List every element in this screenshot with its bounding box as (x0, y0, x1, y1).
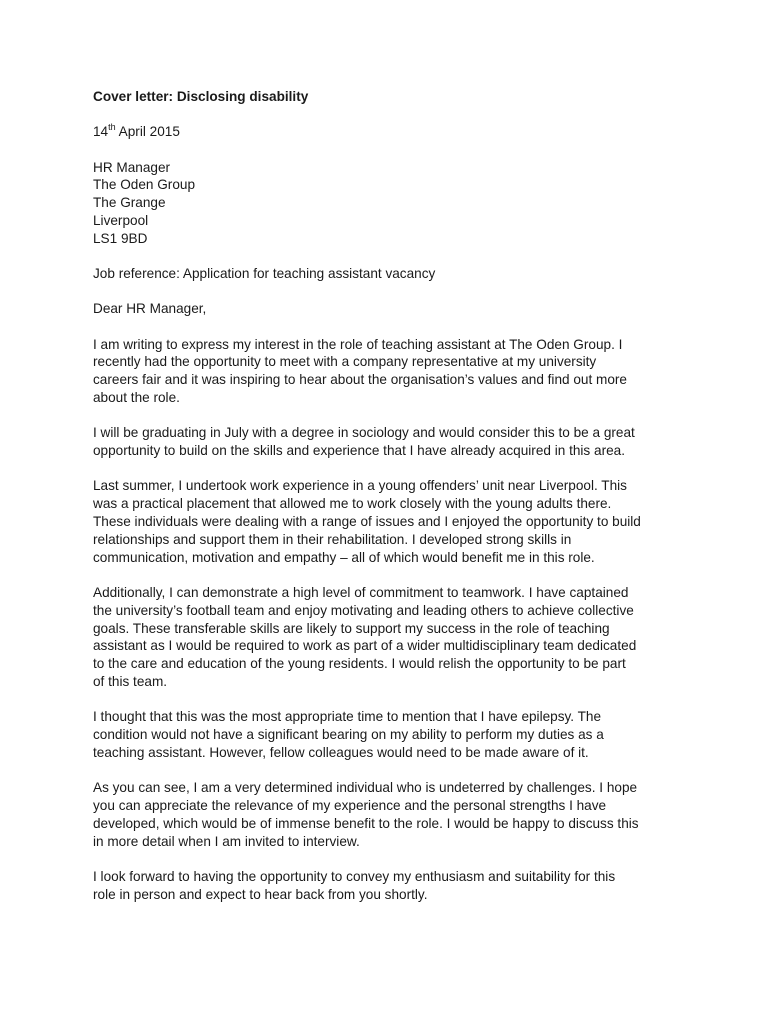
paragraph-closing (93, 868, 683, 904)
paragraph-line: careers fair and it was inspiring to hear about the organisation’s values and find out more (93, 372, 627, 388)
address-line-recipient: HR Manager (93, 159, 171, 175)
paragraph-line: As you can see, I am a very determined individual who is undeterred by challenges. I hope (93, 780, 638, 796)
salutation: Dear HR Manager, (93, 301, 207, 317)
paragraph-line: opportunity to build on the skills and experience that I have already acquired in this area. (93, 443, 625, 459)
paragraph-graduation (93, 424, 683, 460)
paragraph-line: you can appreciate the relevance of my experience and the personal strengths I have (93, 797, 607, 813)
paragraph-line: role in person and expect to hear back from you shortly. (93, 886, 428, 902)
date-suffix: th (108, 121, 116, 132)
address-line-building: The Grange (93, 195, 166, 211)
paragraph-interest (93, 336, 683, 407)
paragraph-line: I look forward to having the opportunity to convey my enthusiasm and suitability for this (93, 868, 616, 884)
paragraph-line: the university’s football team and enjoy motivating and leading others to achieve collective (93, 602, 634, 618)
address-line-city: Liverpool (93, 212, 149, 228)
paragraph-line: I will be graduating in July with a degree in sociology and would consider this to be a great (93, 425, 635, 441)
paragraph-line: These individuals were dealing with a range of issues and I enjoyed the opportunity to build (93, 514, 641, 530)
paragraph-line: in more detail when I am invited to interview. (93, 833, 360, 849)
paragraph-work-experience (93, 477, 683, 566)
paragraph-line: communication, motivation and empathy – all of which would benefit me in this role. (93, 549, 595, 565)
letter-title: Cover letter: Disclosing disability (93, 89, 309, 104)
paragraph-line: to the care and education of the young residents. I would relish the opportunity to be part (93, 656, 626, 672)
letter-date (93, 123, 683, 141)
address-line-postcode: LS1 9BD (93, 230, 148, 246)
paragraph-line: I thought that this was the most appropriate time to mention that I have epilepsy. The (93, 709, 602, 725)
paragraph-line: about the role. (93, 390, 180, 406)
date-day: 14 (93, 124, 109, 140)
letter-body (93, 88, 683, 921)
paragraph-line: of this team. (93, 673, 168, 689)
paragraph-line: developed, which would be of immense benefit to the role. I would be happy to discuss this (93, 815, 639, 831)
paragraph-line: relationships and support them in their rehabilitation. I developed strong skills in (93, 531, 572, 547)
date-month-year: April 2015 (115, 124, 180, 140)
paragraph-line: Additionally, I can demonstrate a high level of commitment to teamwork. I have captained (93, 584, 629, 600)
paragraph-disclosure (93, 708, 683, 761)
paragraph-teamwork (93, 584, 683, 691)
recipient-address (93, 159, 683, 248)
paragraph-line: assistant as I would be required to work as part of a wider multidisciplinary team dedicated (93, 638, 637, 654)
paragraph-line: Last summer, I undertook work experience in a young offenders’ unit near Liverpool. This (93, 478, 627, 494)
paragraph-line: recently had the opportunity to meet with a company representative at my university (93, 354, 597, 370)
paragraph-line: teaching assistant. However, fellow colleagues would need to be made aware of it. (93, 744, 589, 760)
paragraph-line: was a practical placement that allowed me to work closely with the young adults there. (93, 496, 612, 512)
paragraph-line: goals. These transferable skills are likely to support my success in the role of teaching (93, 620, 610, 636)
paragraph-line: I am writing to express my interest in the role of teaching assistant at The Oden Group. I (93, 336, 623, 352)
paragraph-line: condition would not have a significant bearing on my ability to perform my duties as a (93, 727, 604, 743)
address-line-company: The Oden Group (93, 177, 196, 193)
job-reference: Job reference: Application for teaching assistant vacancy (93, 266, 436, 282)
paragraph-strengths (93, 779, 683, 850)
